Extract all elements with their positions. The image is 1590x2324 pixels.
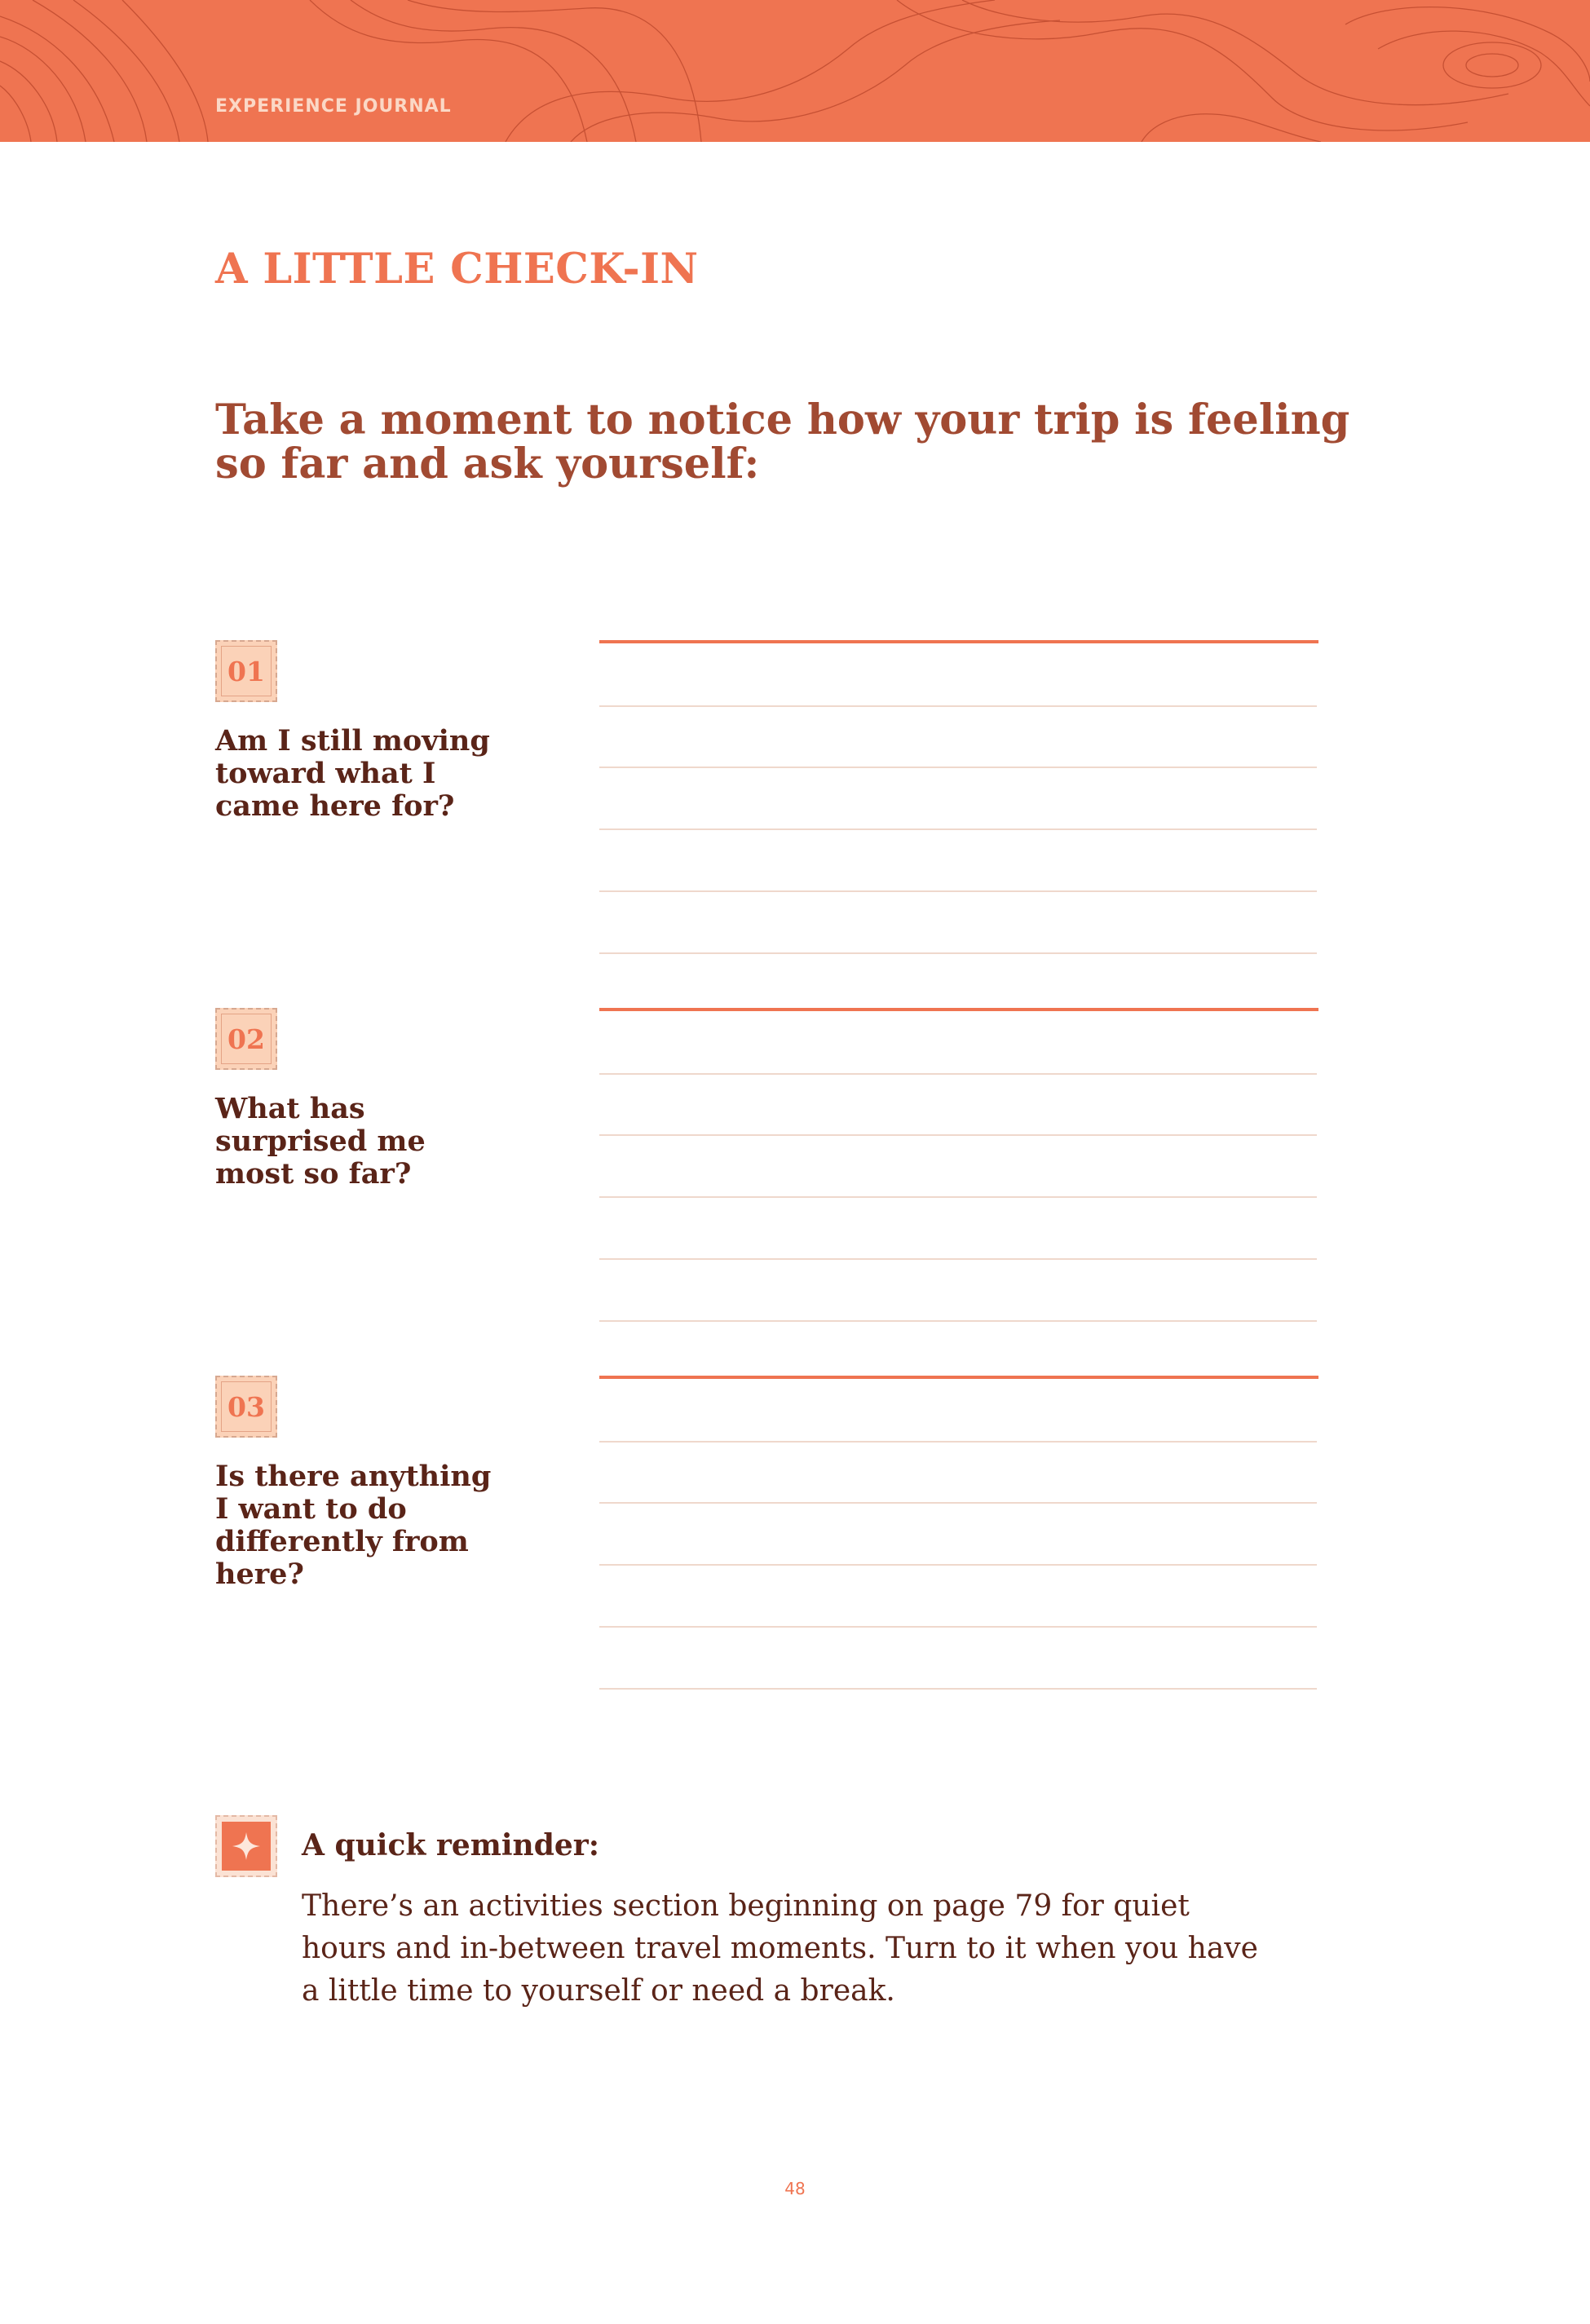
answer-line — [599, 828, 1317, 830]
answer-line-top — [599, 1008, 1318, 1011]
answer-line — [599, 1258, 1317, 1260]
number-badge-label: 03 — [221, 1381, 272, 1432]
question-text: Is there anything I want to do differently from here? — [215, 1460, 492, 1591]
answer-lines[interactable] — [599, 1376, 1317, 1702]
page-number: 48 — [784, 2179, 806, 2198]
answer-line-top — [599, 1376, 1318, 1379]
number-badge — [215, 1008, 277, 1070]
topographic-pattern-icon — [0, 0, 1590, 142]
number-badge-label: 01 — [221, 646, 272, 696]
question-text: What has surprised me most so far? — [215, 1092, 426, 1191]
number-badge — [215, 640, 277, 702]
question-03 — [215, 1376, 1324, 1702]
answer-line — [599, 1196, 1317, 1198]
page-subtitle: Take a moment to notice how your trip is feeling so far and ask yourself: — [215, 395, 1350, 488]
reminder-badge — [215, 1815, 277, 1877]
number-badge-label: 02 — [221, 1014, 272, 1064]
answer-lines[interactable] — [599, 640, 1317, 966]
answer-lines[interactable] — [599, 1008, 1317, 1334]
answer-line — [599, 1134, 1317, 1136]
number-badge — [215, 1376, 277, 1438]
question-02 — [215, 1008, 1324, 1334]
answer-line — [599, 705, 1317, 707]
answer-line — [599, 890, 1317, 892]
answer-line — [599, 1320, 1317, 1322]
reminder-title: A quick reminder: — [302, 1828, 600, 1862]
answer-line — [599, 1441, 1317, 1443]
question-text: Am I still moving toward what I came here for? — [215, 724, 490, 823]
sparkle-icon — [222, 1822, 271, 1871]
answer-line — [599, 1502, 1317, 1504]
answer-line — [599, 1688, 1317, 1690]
header-band — [0, 0, 1590, 142]
answer-line — [599, 1073, 1317, 1075]
header-label: EXPERIENCE JOURNAL — [215, 96, 452, 117]
answer-line — [599, 767, 1317, 768]
answer-line-top — [599, 640, 1318, 643]
answer-line — [599, 1626, 1317, 1628]
answer-line — [599, 1564, 1317, 1566]
answer-line — [599, 952, 1317, 954]
page-title: A LITTLE CHECK-IN — [215, 245, 699, 294]
question-01 — [215, 640, 1324, 966]
reminder-body: There’s an activities section beginning on page 79 for quiet hours and in-between travel moments. Turn to it when you have a little time to yourself or need a break. — [302, 1889, 1258, 2008]
